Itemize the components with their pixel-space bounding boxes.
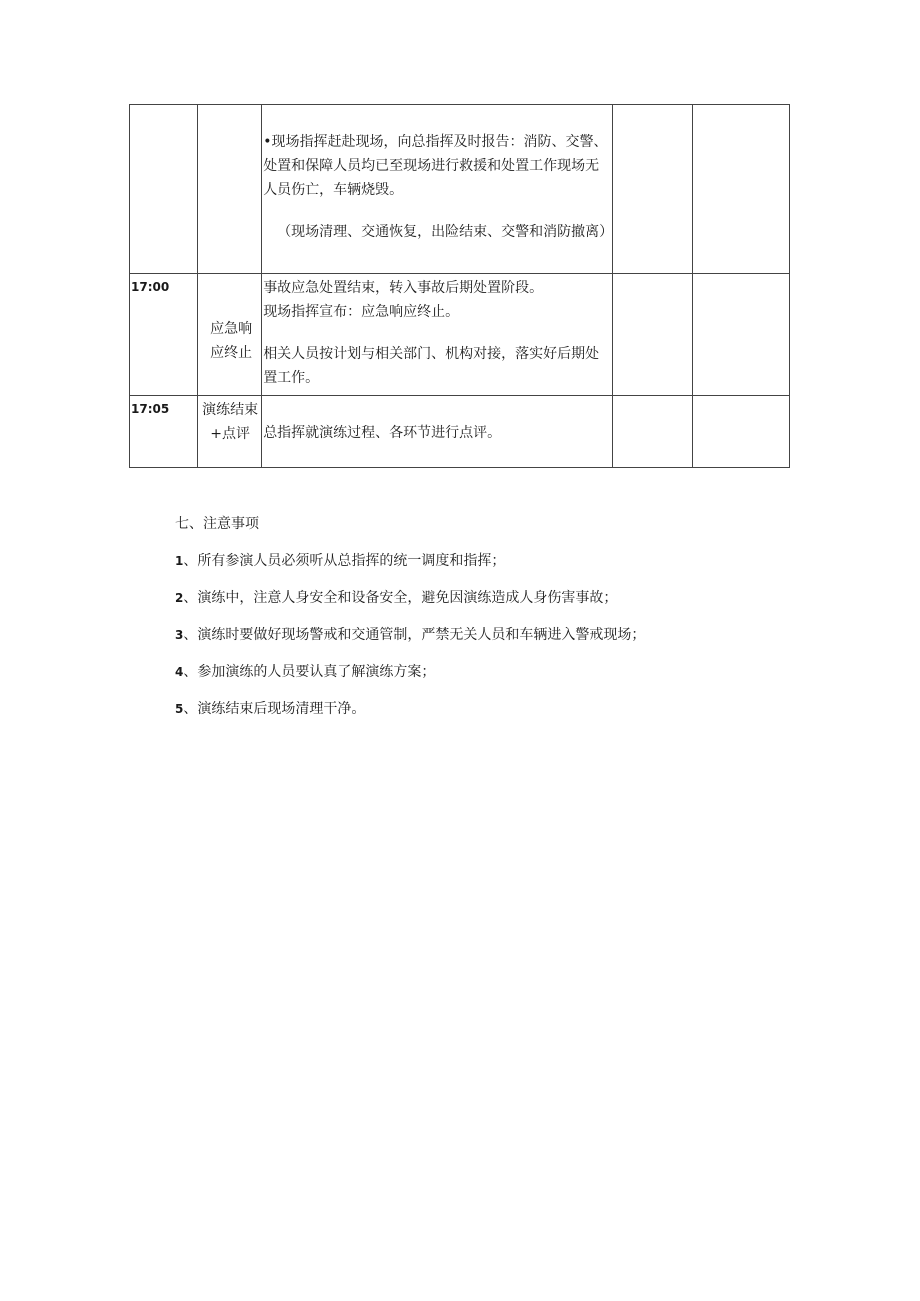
empty-cell bbox=[692, 396, 789, 468]
time-cell: 17:00 bbox=[130, 274, 198, 396]
content-paragraph: 事故应急处置结束，转入事故后期处置阶段。 bbox=[263, 280, 544, 296]
table-row bbox=[130, 396, 790, 468]
stage-cell: 演练结束+点评 bbox=[198, 396, 262, 468]
precautions-section bbox=[175, 512, 645, 734]
list-item: 2、演练中，注意人身安全和设备安全，避免因演练造成人身伤害事故； bbox=[175, 590, 618, 606]
time-cell: 17:05 bbox=[130, 396, 198, 468]
list-item: 4、参加演练的人员要认真了解演练方案； bbox=[175, 664, 436, 680]
time-cell bbox=[130, 105, 198, 274]
content-paragraph: （现场清理、交通恢复，出险结束、交警和消防撤离） bbox=[277, 224, 614, 240]
stage-cell bbox=[198, 105, 262, 274]
table-row bbox=[130, 274, 790, 396]
list-item: 3、演练时要做好现场警戒和交通管制，严禁无关人员和车辆进入警戒现场； bbox=[175, 627, 646, 643]
content-cell bbox=[262, 274, 613, 396]
content-paragraph: •现场指挥赶赴现场，向总指挥及时报告：消防、交警、处置和保障人员均已至现场进行救援和处置工作现场无人员伤亡，车辆烧毁。 bbox=[263, 134, 608, 198]
list-item: 1、所有参演人员必须听从总指挥的统一调度和指挥； bbox=[175, 553, 506, 569]
drill-schedule-table bbox=[129, 104, 790, 468]
empty-cell bbox=[612, 105, 692, 274]
content-cell bbox=[262, 396, 613, 468]
section-heading: 七、注意事项 bbox=[175, 516, 259, 532]
content-cell bbox=[262, 105, 613, 274]
stage-cell: 应急响应终止 bbox=[198, 274, 262, 396]
content-paragraph: 总指挥就演练过程、各环节进行点评。 bbox=[263, 425, 502, 441]
empty-cell bbox=[612, 396, 692, 468]
empty-cell bbox=[692, 274, 789, 396]
list-item: 5、演练结束后现场清理干净。 bbox=[175, 701, 366, 717]
empty-cell bbox=[692, 105, 789, 274]
content-paragraph: 现场指挥宣布：应急响应终止。 bbox=[263, 304, 460, 320]
content-paragraph: 相关人员按计划与相关部门、机构对接，落实好后期处置工作。 bbox=[263, 346, 600, 386]
table-row bbox=[130, 105, 790, 274]
empty-cell bbox=[612, 274, 692, 396]
